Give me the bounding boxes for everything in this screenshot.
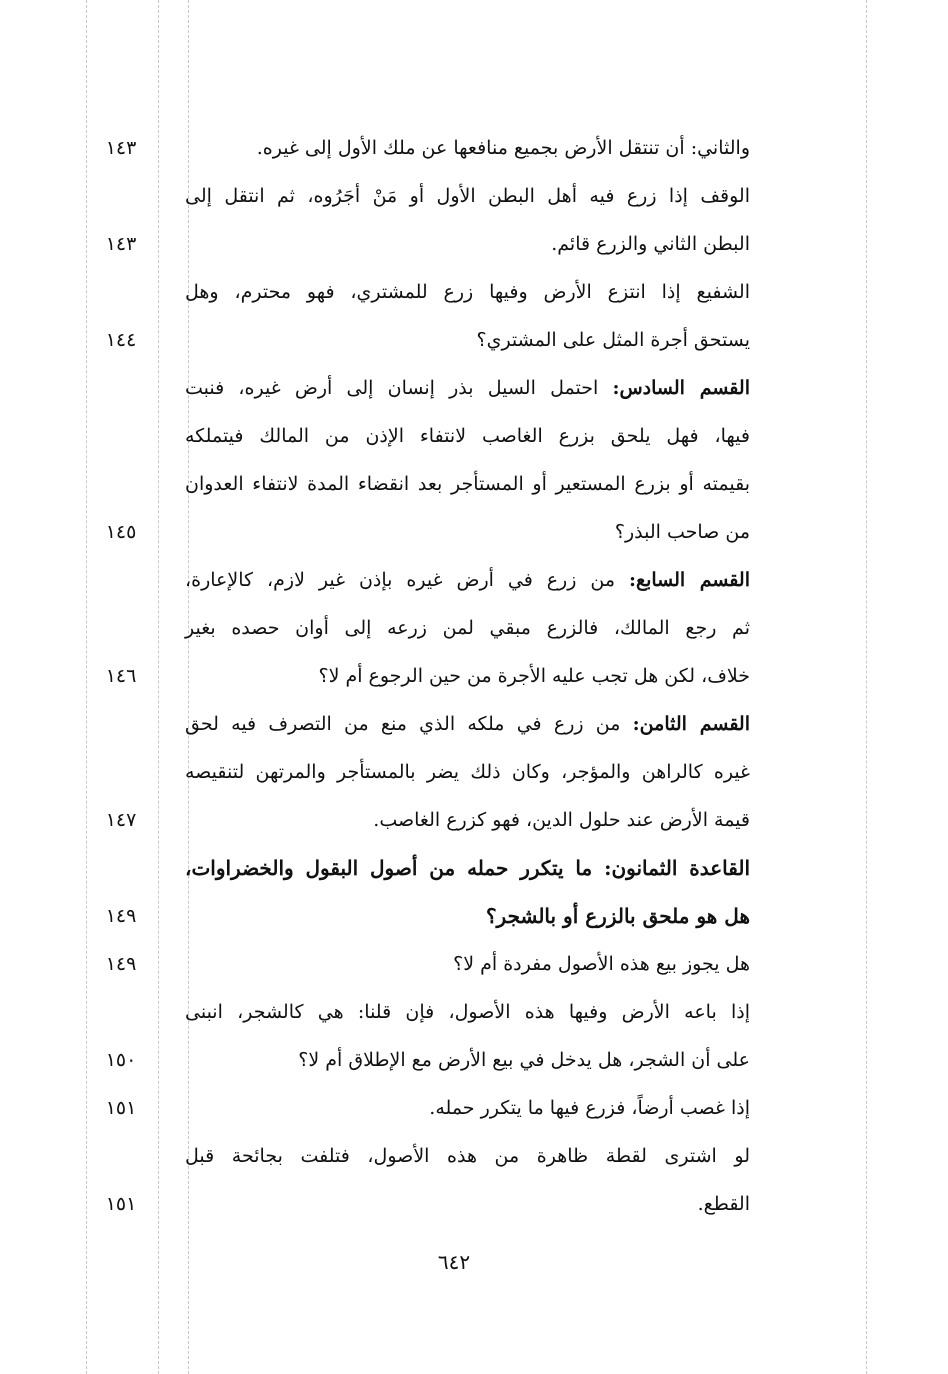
entry-text (615, 508, 750, 556)
entry-text (476, 316, 750, 364)
entry-text (551, 220, 750, 268)
margin-guide-right (866, 0, 867, 1374)
entry-body: لو اشترى لقطة ظاهرة من هذه الأصول، فتلفت بجائحة قبل (185, 1145, 750, 1167)
section-label: القسم الثامن: (632, 713, 750, 735)
list-item (90, 268, 750, 316)
list-item (90, 1132, 750, 1180)
entry-text (318, 652, 750, 700)
list-item (90, 604, 750, 652)
entry-page-number: ١٤٦ (105, 665, 137, 687)
entry-text (185, 700, 750, 748)
entry-body: احتمل السيل بذر إنسان إلى أرض غيره، فنبت (185, 377, 599, 399)
table-of-contents (90, 124, 750, 1228)
entry-text (373, 796, 750, 844)
list-item (90, 124, 750, 172)
list-item (90, 700, 750, 748)
entry-text (185, 172, 750, 220)
entry-page-number: ١٤٣ (105, 233, 137, 255)
list-item (90, 364, 750, 412)
entry-page-number: ١٤٣ (105, 137, 137, 159)
entry-text (298, 1036, 750, 1084)
entry-page-number: ١٥١ (105, 1193, 137, 1215)
entry-body: هل هو ملحق بالزرع أو بالشجر؟ (485, 904, 750, 928)
entry-text (185, 748, 750, 796)
entry-page-number: ١٤٤ (105, 329, 137, 351)
entry-body: والثاني: أن تنتقل الأرض بجميع منافعها عن ملك الأول إلى غيره. (256, 137, 750, 159)
entry-text (185, 1132, 750, 1180)
entry-page-number: ١٤٥ (105, 521, 137, 543)
list-item (90, 508, 750, 556)
list-item (90, 844, 750, 892)
list-item (90, 892, 750, 940)
list-item (90, 748, 750, 796)
list-item (90, 1180, 750, 1228)
entry-text (698, 1180, 750, 1228)
entry-page-number: ١٤٩ (105, 953, 137, 975)
entry-page-number: ١٥٠ (105, 1049, 137, 1071)
list-item (90, 988, 750, 1036)
entry-body: خلاف، لكن هل تجب عليه الأجرة من حين الرجوع أم لا؟ (318, 665, 750, 687)
entry-text (185, 412, 750, 460)
entry-text (185, 268, 750, 316)
list-item (90, 652, 750, 700)
entry-body: يستحق أجرة المثل على المشتري؟ (476, 329, 750, 351)
entry-body: على أن الشجر، هل يدخل في بيع الأرض مع الإطلاق أم لا؟ (298, 1049, 750, 1071)
entry-page-number: ١٤٩ (105, 905, 137, 927)
entry-text (185, 844, 750, 892)
entry-text (486, 892, 750, 940)
entry-body: غيره كالراهن والمؤجر، وكان ذلك يضر بالمستأجر والمرتهن لتنقيصه (185, 761, 750, 783)
entry-text (185, 460, 750, 508)
section-label: القسم السادس: (612, 377, 750, 399)
list-item (90, 1036, 750, 1084)
entry-body: بقيمته أو بزرع المستعير أو المستأجر بعد انقضاء المدة لانتفاء العدوان (185, 473, 750, 495)
list-item (90, 412, 750, 460)
list-item (90, 940, 750, 988)
page-number: ٦٤٢ (437, 1250, 471, 1274)
entry-body: الوقف إذا زرع فيه أهل البطن الأول أو مَنْ أجَرُوه، ثم انتقل إلى (185, 185, 750, 207)
entry-page-number: ١٥١ (105, 1097, 137, 1119)
entry-body: هل يجوز بيع هذه الأصول مفردة أم لا؟ (453, 953, 750, 975)
entry-body: القطع. (697, 1193, 750, 1215)
list-item (90, 1084, 750, 1132)
list-item (90, 172, 750, 220)
list-item (90, 460, 750, 508)
entry-text (185, 988, 750, 1036)
entry-text (453, 940, 750, 988)
margin-guide-left (86, 0, 87, 1374)
entry-body: ثم رجع المالك، فالزرع مبقي لمن زرعه إلى أوان حصده بغير (185, 617, 750, 639)
entry-text (185, 364, 750, 412)
entry-page-number: ١٤٧ (105, 809, 137, 831)
entry-body: من زرع في أرض غيره بإذن غير لازم، كالإعارة، (185, 569, 616, 591)
entry-body: القاعدة الثمانون: ما يتكرر حمله من أصول البقول والخضراوات، (185, 856, 750, 880)
entry-body: الشفيع إذا انتزع الأرض وفيها زرع للمشتري، فهو محترم، وهل (185, 281, 751, 303)
entry-body: قيمة الأرض عند حلول الدين، فهو كزرع الغاصب. (373, 809, 750, 831)
entry-text (185, 604, 750, 652)
list-item (90, 556, 750, 604)
list-item (90, 220, 750, 268)
list-item (90, 796, 750, 844)
entry-body: من صاحب البذر؟ (614, 521, 750, 543)
entry-text (429, 1084, 750, 1132)
entry-body: البطن الثاني والزرع قائم. (551, 233, 750, 255)
entry-body: من زرع في ملكه الذي منع من التصرف فيه لحق (185, 713, 621, 735)
entry-text (185, 556, 750, 604)
list-item (90, 316, 750, 364)
section-label: القسم السابع: (628, 569, 750, 591)
entry-body: إذا غصب أرضاً، فزرع فيها ما يتكرر حمله. (429, 1097, 750, 1119)
entry-text (257, 124, 750, 172)
entry-body: إذا باعه الأرض وفيها هذه الأصول، فإن قلنا: هي كالشجر، انبنى (185, 1001, 750, 1023)
entry-body: فيها، فهل يلحق بزرع الغاصب لانتفاء الإذن من المالك فيتملكه (185, 425, 750, 447)
